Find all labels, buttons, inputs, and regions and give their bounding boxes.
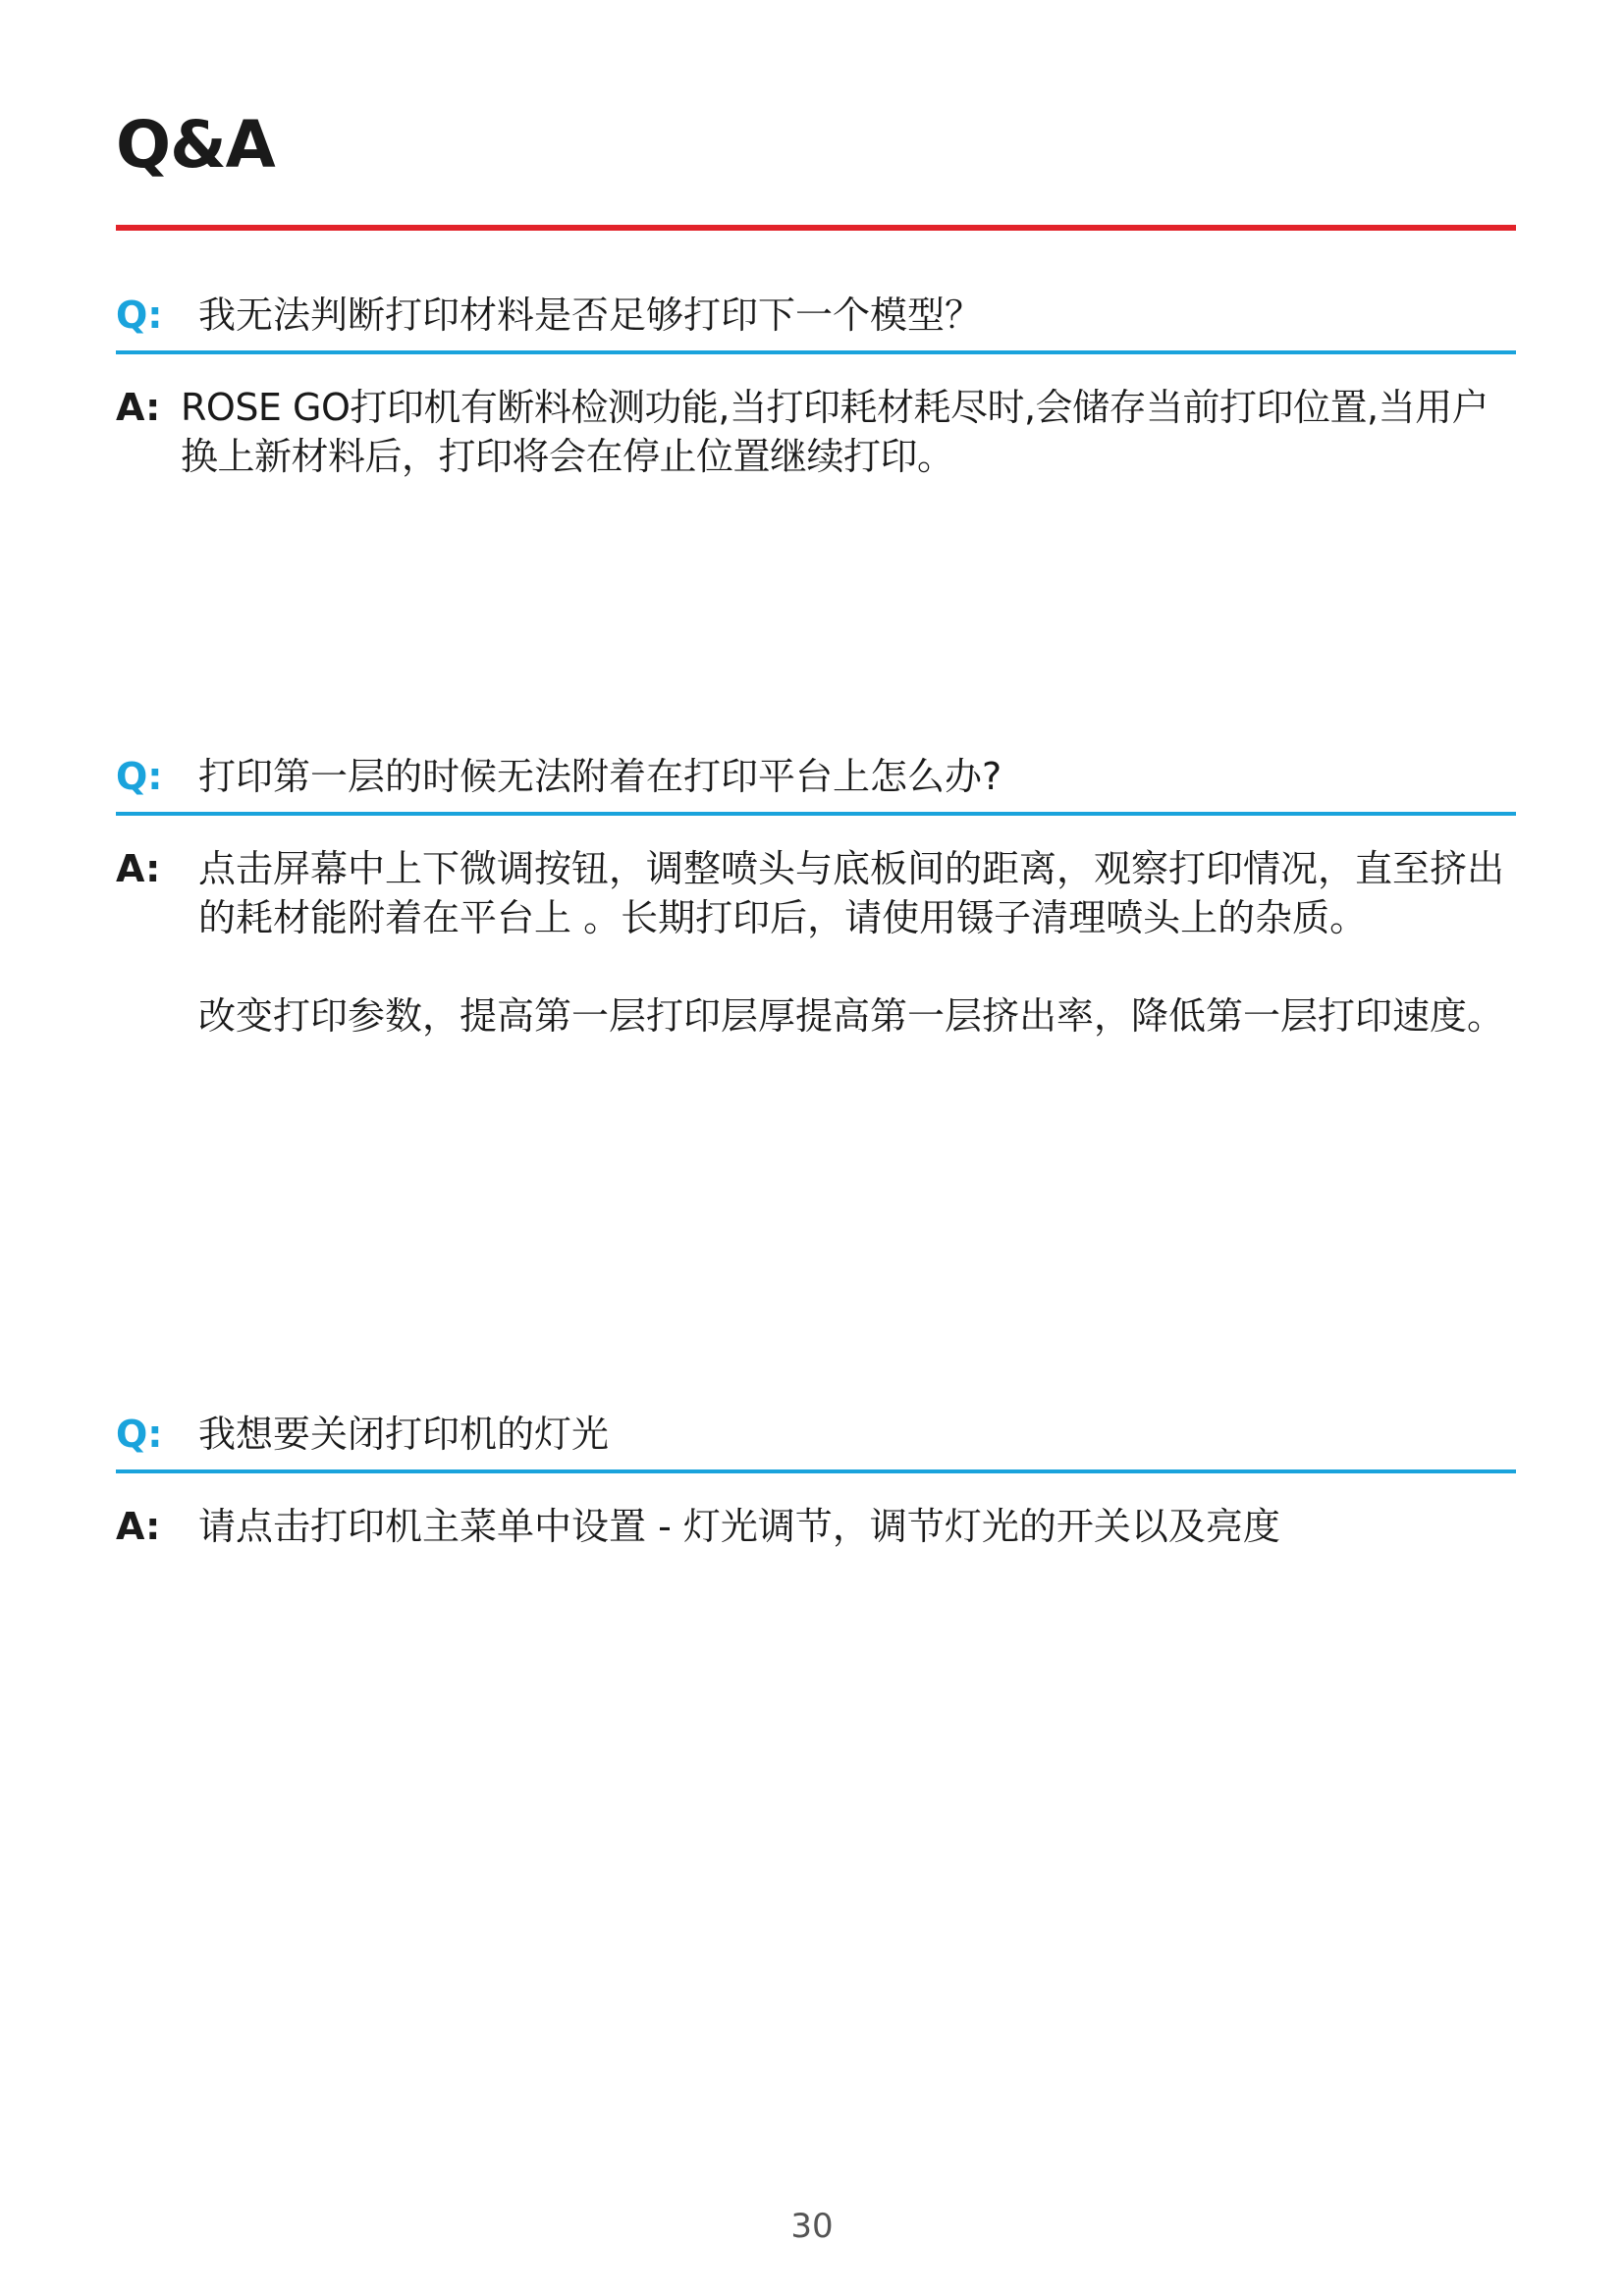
answer-prefix: A: [116,386,161,429]
question-prefix: Q: [116,294,163,337]
answer-paragraph: 请点击打印机主菜单中设置 - 灯光调节，调节灯光的开关以及亮度 [198,1505,1280,1548]
answer-text [181,383,1516,481]
answer-text [198,844,1516,1041]
answer-prefix: A: [116,1505,161,1548]
question-divider [116,350,1516,354]
answer-paragraph: ROSE GO打印机有断料检测功能,当打印耗材耗尽时,会储存当前打印位置,当用户换上新材料后，打印将会在停止位置继续打印。 [181,386,1489,478]
question-text: 我无法判断打印材料是否足够打印下一个模型？ [198,294,983,337]
answer-paragraph: 点击屏幕中上下微调按钮，调整喷头与底板间的距离，观察打印情况，直至挤出的耗材能附着在平台上 。长期打印后，请使用镊子清理喷头上的杂质。 [198,847,1505,939]
question-divider [116,1469,1516,1473]
qa-item-2 [116,752,1516,1041]
answer-text [198,1502,1516,1551]
question-prefix: Q: [116,1413,163,1456]
question-text: 我想要关闭打印机的灯光 [198,1413,610,1456]
title-divider [116,225,1516,231]
question-text: 打印第一层的时候无法附着在打印平台上怎么办? [198,755,1002,798]
qa-item-1 [116,291,1516,481]
answer-row [116,1502,1516,1551]
answer-row [116,383,1516,481]
question-prefix: Q: [116,755,163,798]
question-divider [116,812,1516,816]
question-row [116,291,1516,351]
question-row [116,1410,1516,1470]
answer-prefix: A: [116,847,161,890]
qa-item-3 [116,1410,1516,1551]
page-title: Q&A [116,107,275,183]
page-number: 30 [790,2207,834,2246]
question-row [116,752,1516,813]
answer-paragraph: 改变打印参数，提高第一层打印层厚提高第一层挤出率，降低第一层打印速度。 [198,994,1505,1038]
answer-row [116,844,1516,1041]
